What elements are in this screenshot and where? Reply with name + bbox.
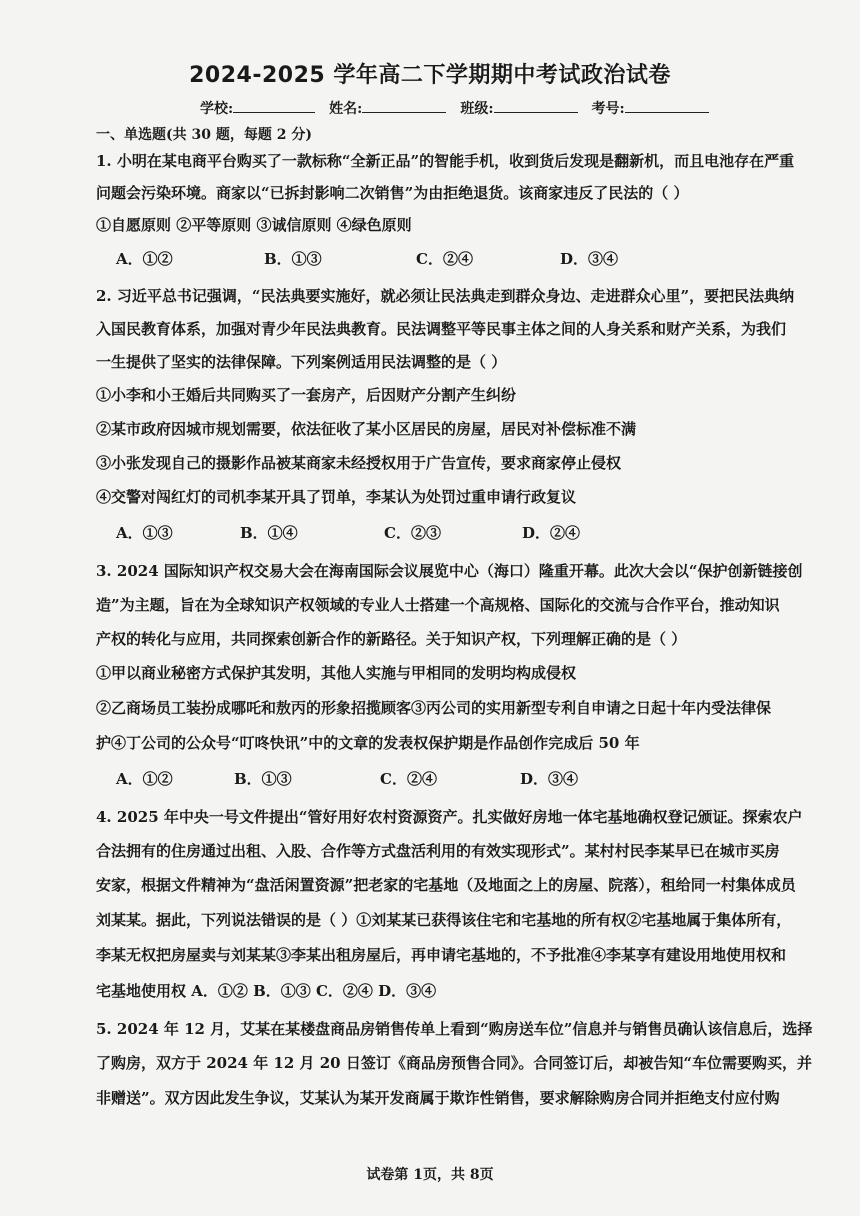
q3-statement: ①甲以商业秘密方式保护其发明，其他人实施与甲相同的发明均构成侵权 bbox=[96, 664, 577, 682]
q4-line-options: 宅基地使用权 A．①② B．①③ C．②④ D．③④ bbox=[96, 982, 437, 1000]
q2-option-c: C．②③ bbox=[384, 524, 441, 542]
q3-line: 产权的转化与应用，共同探索创新合作的新路径。关于知识产权，下列理解正确的是（ ） bbox=[96, 630, 687, 648]
school-blank bbox=[233, 98, 315, 113]
student-info-row bbox=[200, 98, 723, 118]
q1-line: 1. 小明在某电商平台购买了一款标称“全新正品”的智能手机，收到货后发现是翻新机，而且电池存在严重 bbox=[96, 152, 795, 170]
q2-statement: ①小李和小王婚后共同购买了一套房产，后因财产分割产生纠纷 bbox=[96, 386, 517, 404]
q2-statement: ④交警对闯红灯的司机李某开具了罚单，李某认为处罚过重申请行政复议 bbox=[96, 488, 577, 506]
q2-statement: ②某市政府因城市规划需要，依法征收了某小区居民的房屋，居民对补偿标准不满 bbox=[96, 420, 637, 438]
page-footer: 试卷第 1页，共 8页 bbox=[366, 1167, 494, 1183]
q5-line: 了购房，双方于 2024 年 12 月 20 日签订《商品房预售合同》。合同签订后，却被告知“车位需要购买，并 bbox=[96, 1054, 812, 1072]
q1-option-d: D．③④ bbox=[560, 250, 619, 268]
q5-line: 5. 2024 年 12 月，艾某在某楼盘商品房销售传单上看到“购房送车位”信息并与销售员确认该信息后，选择 bbox=[96, 1020, 813, 1038]
q3-statement: ②乙商场员工装扮成哪吒和敖丙的形象招揽顾客③丙公司的实用新型专利自申请之日起十年内受法律保 bbox=[96, 699, 772, 717]
q2-statement: ③小张发现自己的摄影作品被某商家未经授权用于广告宣传，要求商家停止侵权 bbox=[96, 454, 622, 472]
class-blank bbox=[494, 98, 578, 113]
name-blank bbox=[362, 98, 446, 113]
q4-line: 安家，根据文件精神为“盘活闲置资源”把老家的宅基地（及地面之上的房屋、院落），租给同一村集体成员 bbox=[96, 876, 796, 894]
q5-line: 非赠送”。双方因此发生争议，艾某认为某开发商属于欺诈性销售，要求解除购房合同并拒绝支付应付购 bbox=[96, 1089, 780, 1107]
q1-option-b: B．①③ bbox=[264, 250, 322, 268]
school-label: 学校: bbox=[200, 101, 234, 117]
q2-line: 一生提供了坚实的法律保障。下列案例适用民法调整的是（ ） bbox=[96, 353, 507, 371]
id-blank bbox=[625, 98, 709, 113]
q3-options bbox=[116, 768, 578, 789]
name-label: 姓名: bbox=[329, 101, 363, 117]
q1-option-a: A．①② bbox=[116, 250, 173, 268]
q2-line: 2. 习近平总书记强调，“民法典要实施好，就必须让民法典走到群众身边、走进群众心里”，要把民法典纳 bbox=[96, 287, 795, 305]
q3-line: 3. 2024 国际知识产权交易大会在海南国际会议展览中心（海口）隆重开幕。此次大会以“保护创新链接创 bbox=[96, 562, 803, 580]
section-heading: 一、单选题(共 30 题，每题 2 分) bbox=[96, 127, 312, 143]
q3-option-a: A．①② bbox=[116, 770, 173, 788]
class-label: 班级: bbox=[460, 101, 494, 117]
q2-line: 入国民教育体系，加强对青少年民法典教育。民法调整平等民事主体之间的人身关系和财产关系，为我们 bbox=[96, 320, 787, 338]
q1-options bbox=[116, 248, 618, 269]
q1-statements: ①自愿原则 ②平等原则 ③诚信原则 ④绿色原则 bbox=[96, 216, 412, 234]
q3-option-d: D．③④ bbox=[520, 770, 579, 788]
q3-statement: 护④丁公司的公众号“叮咚快讯”中的文章的发表权保护期是作品创作完成后 50 年 bbox=[96, 734, 640, 752]
q4-line: 4. 2025 年中央一号文件提出“管好用好农村资源资产。扎实做好房地一体宅基地确权登记颁证。探索农户 bbox=[96, 808, 803, 826]
q2-options bbox=[116, 522, 580, 543]
q1-line: 问题会污染环境。商家以“已拆封影响二次销售”为由拒绝退货。该商家违反了民法的（ ） bbox=[96, 184, 689, 202]
q2-option-a: A．①③ bbox=[116, 524, 173, 542]
q3-option-c: C．②④ bbox=[380, 770, 437, 788]
q4-line: 刘某某。据此，下列说法错误的是（ ）①刘某某已获得该住宅和宅基地的所有权②宅基地属于集体所有， bbox=[96, 911, 792, 929]
id-label: 考号: bbox=[591, 101, 625, 117]
q2-option-b: B．①④ bbox=[240, 524, 298, 542]
q2-option-d: D．②④ bbox=[522, 524, 581, 542]
q3-option-b: B．①③ bbox=[234, 770, 292, 788]
q3-line: 造”为主题，旨在为全球知识产权领域的专业人士搭建一个高规格、国际化的交流与合作平台，推动知识 bbox=[96, 596, 780, 614]
q4-line: 合法拥有的住房通过出租、入股、合作等方式盘活利用的有效实现形式”。某村村民李某早已在城市买房 bbox=[96, 842, 780, 860]
q1-option-c: C．②④ bbox=[416, 250, 473, 268]
page-title: 2024-2025 学年高二下学期期中考试政治试卷 bbox=[189, 63, 671, 88]
q4-line: 李某无权把房屋卖与刘某某③李某出租房屋后，再申请宅基地的，不予批准④李某享有建设用地使用权和 bbox=[96, 946, 787, 964]
